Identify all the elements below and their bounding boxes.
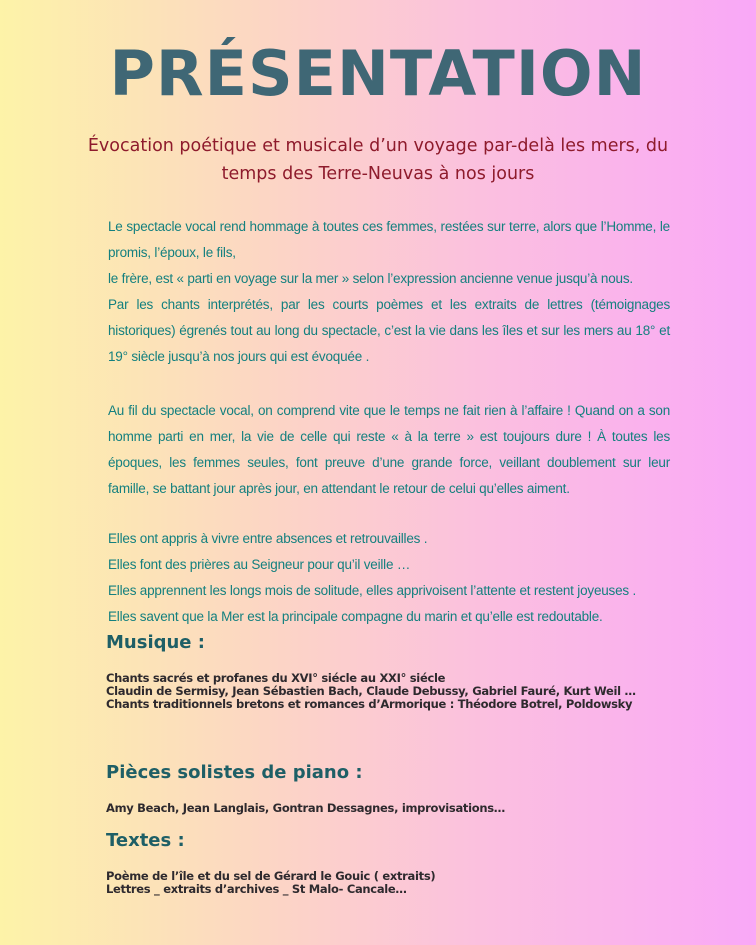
musique-line: Chants traditionnels bretons et romances d’Armorique : Théodore Botrel, Poldowsky bbox=[106, 697, 633, 711]
page-subtitle: Évocation poétique et musicale d’un voyage par-delà les mers, du temps des Terre-Neuvas à nos jours bbox=[87, 136, 669, 184]
intro-line: Le spectacle vocal rend hommage à toutes ces femmes, restées sur terre, alors que l’Homme, le promis, l’époux, le fils, bbox=[108, 219, 670, 260]
textes-heading: Textes : bbox=[106, 830, 185, 851]
third-paragraph bbox=[108, 526, 670, 630]
third-paragraph-line: Elles savent que la Mer est la principale compagne du marin et qu’elle est redoutable. bbox=[108, 609, 603, 624]
third-paragraph-line: Elles apprennent les longs mois de solitude, elles apprivoisent l’attente et restent joyeuses . bbox=[108, 583, 637, 598]
piano-heading: Pièces solistes de piano : bbox=[106, 762, 363, 783]
third-paragraph-line: Elles ont appris à vivre entre absences et retrouvailles . bbox=[108, 531, 428, 546]
second-paragraph bbox=[108, 398, 670, 502]
textes-line: Poème de l’île et du sel de Gérard le Gouic ( extraits) bbox=[106, 869, 436, 883]
page-title: PRÉSENTATION bbox=[109, 37, 647, 110]
intro-line: le frère, est « parti en voyage sur la mer » selon l’expression ancienne venue jusqu’à nous. bbox=[108, 271, 633, 286]
musique-line: Claudin de Sermisy, Jean Sébastien Bach, Claude Debussy, Gabriel Fauré, Kurt Weil … bbox=[106, 684, 636, 698]
textes-line: Lettres _ extraits d’archives _ St Malo- Cancale… bbox=[106, 882, 407, 896]
piano-line: Amy Beach, Jean Langlais, Gontran Dessagnes, improvisations… bbox=[106, 801, 506, 815]
musique-heading: Musique : bbox=[106, 632, 205, 653]
intro-line: Par les chants interprétés, par les courts poèmes et les extraits de lettres (témoignages historiques) égrenés tout au long du spectacle, c’est la vie dans les îles et sur les mers au 18° et 19° siècle jusqu’à nos jours qui est évoquée . bbox=[108, 297, 670, 364]
textes-text bbox=[106, 870, 674, 896]
intro-paragraph bbox=[108, 214, 670, 370]
musique-text bbox=[106, 672, 674, 711]
piano-text bbox=[106, 802, 674, 815]
musique-line: Chants sacrés et profanes du XVI° siécle au XXI° siécle bbox=[106, 671, 446, 685]
third-paragraph-line: Elles font des prières au Seigneur pour qu’il veille … bbox=[108, 557, 411, 572]
second-paragraph-text: Au fil du spectacle vocal, on comprend vite que le temps ne fait rien à l’affaire ! Quand on a son homme parti en mer, la vie de celle qui reste « à la terre » est toujours dure ! À toutes les époques, les femmes seules, font preuve d’une grande force, veillant doublement sur leur famille, se battant jour après jour, en attendant le retour de celui qu’elles aiment. bbox=[108, 403, 670, 496]
